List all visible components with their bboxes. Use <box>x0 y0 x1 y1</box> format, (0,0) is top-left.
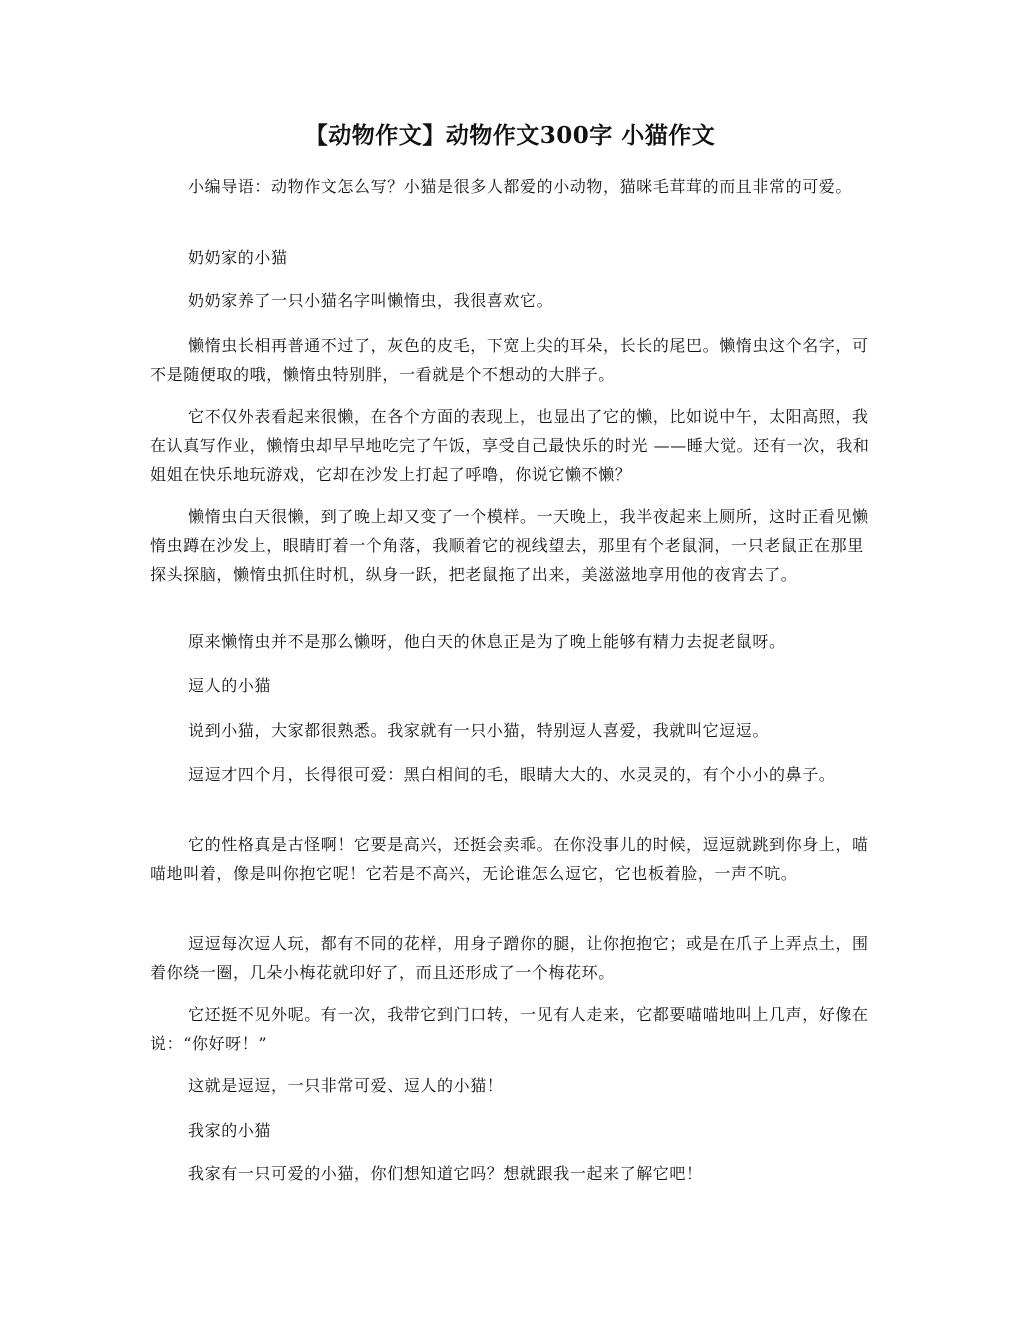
subheading-funny-cat: 逗人的小猫 <box>188 676 272 695</box>
paragraph: 它还挺不见外呢。有一次，我带它到门口转，一见有人走来，它都要喵喵地叫上几声，好像在说：“你好呀！” <box>150 1005 869 1053</box>
paragraph: 懒惰虫长相再普通不过了，灰色的皮毛，下宽上尖的耳朵，长长的尾巴。懒惰虫这个名字，可不是随便取的哦，懒惰虫特别胖，一看就是个不想动的大胖子。 <box>150 336 869 384</box>
paragraph: 原来懒惰虫并不是那么懒呀，他白天的休息正是为了晚上能够有精力去捉老鼠呀。 <box>188 632 786 651</box>
paragraph: 它不仅外表看起来很懒，在各个方面的表现上，也显出了它的懒，比如说中午，太阳高照，我在认真写作业，懒惰虫却早早地吃完了午饭，享受自己最快乐的时光 ——睡大觉。还有一次，我和姐姐在快乐地玩游戏，它却在沙发上打起了呼噜，你说它懒不懒？ <box>150 407 870 484</box>
paragraph: 逗逗才四个月，长得很可爱：黑白相间的毛，眼睛大大的、水灵灵的，有个小小的鼻子。 <box>188 765 836 784</box>
paragraph: 懒惰虫白天很懒，到了晚上却又变了一个模样。一天晚上，我半夜起来上厕所，这时正看见懒惰虫蹲在沙发上，眼睛盯着一个角落，我顺着它的视线望去，那里有个老鼠洞，一只老鼠正在那里探头探脑，懒惰虫抓住时机，纵身一跃，把老鼠拖了出来，美滋滋地享用他的夜宵去了。 <box>150 507 869 584</box>
subheading-my-cat: 我家的小猫 <box>188 1121 272 1140</box>
paragraph: 我家有一只可爱的小猫，你们想知道它吗？想就跟我一起来了解它吧！ <box>188 1164 703 1183</box>
paragraph: 说到小猫，大家都很熟悉。我家就有一只小猫，特别逗人喜爱，我就叫它逗逗。 <box>188 721 770 740</box>
paragraph: 逗逗每次逗人玩，都有不同的花样，用身子蹭你的腿，让你抱抱它；或是在爪子上弄点土，围着你绕一圈，几朵小梅花就印好了，而且还形成了一个梅花环。 <box>150 934 869 982</box>
paragraph: 它的性格真是古怪啊！它要是高兴，还挺会卖乖。在你没事儿的时候，逗逗就跳到你身上，喵喵地叫着，像是叫你抱它呢！它若是不高兴，无论谁怎么逗它，它也板着脸，一声不吭。 <box>150 835 869 883</box>
document-title: 【动物作文】动物作文300字 小猫作文 <box>304 122 716 149</box>
paragraph: 奶奶家养了一只小猫名字叫懒惰虫，我很喜欢它。 <box>188 291 554 310</box>
paragraph-intro: 小编导语：动物作文怎么写？小猫是很多人都爱的小动物，猫咪毛茸茸的而且非常的可爱。 <box>188 177 853 196</box>
subheading-grandma-cat: 奶奶家的小猫 <box>188 248 288 267</box>
paragraph: 这就是逗逗，一只非常可爱、逗人的小猫！ <box>188 1076 504 1095</box>
